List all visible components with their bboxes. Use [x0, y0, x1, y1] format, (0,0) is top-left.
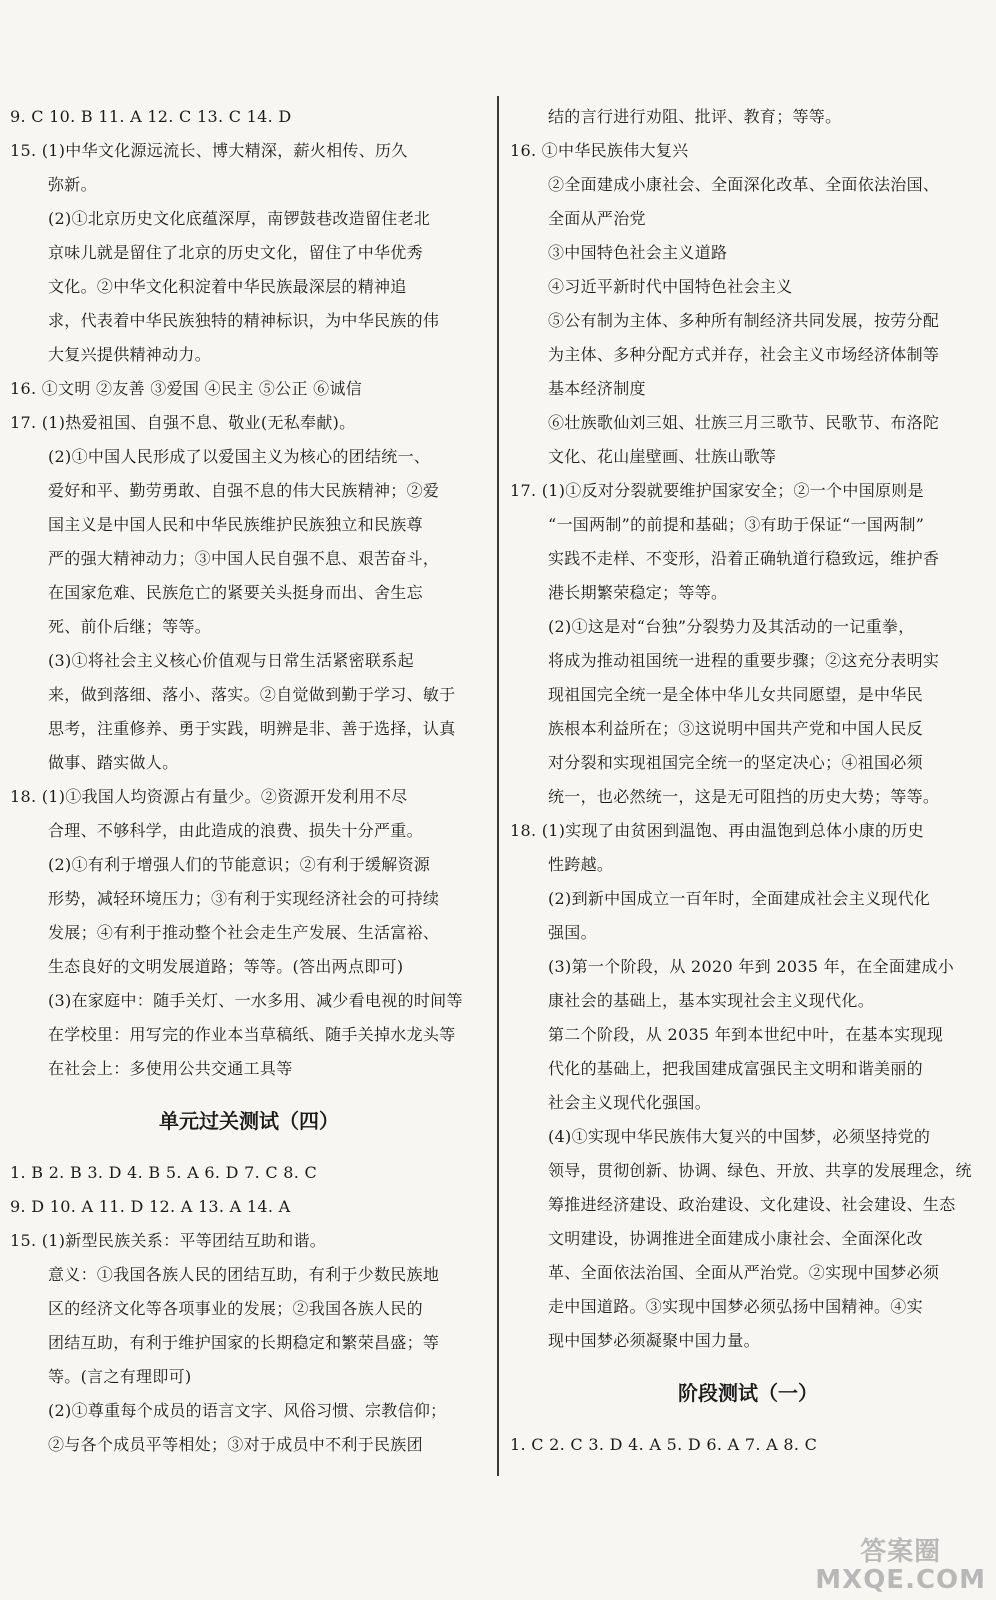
text-line: 9. D 10. A 11. D 12. A 13. A 14. A: [10, 1197, 291, 1216]
text-line: 爱好和平、勤劳勇敢、自强不息的伟大民族精神；②爱: [48, 481, 440, 500]
text-line: (2)到新中国成立一百年时，全面建成社会主义现代化: [548, 889, 931, 908]
text-line: 1. B 2. B 3. D 4. B 5. A 6. D 7. C 8. C: [10, 1163, 318, 1182]
text-line: “一国两制”的前提和基础；③有助于保证“一国两制”: [548, 515, 925, 534]
text-line: ②全面建成小康社会、全面深化改革、全面依法治国、: [548, 175, 940, 194]
text-line: 来，做到落细、落小、落实。②自觉做到勤于学习、敏于: [48, 685, 456, 704]
text-line: 做事、踏实做人。: [48, 753, 179, 772]
text-line: 18. (1)实现了由贫困到温饱、再由温饱到总体小康的历史: [510, 821, 924, 840]
text-line: (2)①北京历史文化底蕴深厚，南锣鼓巷改造留住老北: [48, 209, 431, 228]
text-line: 现中国梦必须凝聚中国力量。: [548, 1331, 760, 1350]
text-line: 16. ①文明 ②友善 ③爱国 ④民主 ⑤公正 ⑥诚信: [10, 379, 363, 398]
watermark-logo: [815, 1538, 986, 1594]
text-line: ④习近平新时代中国特色社会主义: [548, 277, 793, 296]
text-line: 合理、不够科学，由此造成的浪费、损失十分严重。: [48, 821, 423, 840]
section-heading: 单元过关测试（四）: [159, 1109, 339, 1133]
text-line: 文化。②中华文化积淀着中华民族最深层的精神追: [48, 277, 407, 296]
text-line: 为主体、多种分配方式并存，社会主义市场经济体制等: [548, 345, 940, 364]
text-line: 对分裂和实现祖国完全统一的坚定决心；④祖国必须: [548, 753, 923, 772]
text-line: 17. (1)热爱祖国、自强不息、敬业(无私奉献)。: [10, 413, 356, 432]
text-line: 结的言行进行劝阻、批评、教育；等等。: [548, 107, 842, 126]
text-line: 革、全面依法治国、全面从严治党。②实现中国梦必须: [548, 1263, 940, 1282]
text-line: 9. C 10. B 11. A 12. C 13. C 14. D: [10, 107, 292, 126]
text-line: 等。(言之有理即可): [48, 1367, 192, 1386]
text-line: 15. (1)中华文化源远流长、博大精深，薪火相传、历久: [10, 141, 408, 160]
watermark-line1: 答案圈: [860, 1537, 942, 1567]
text-line: 团结互助，有利于维护国家的长期稳定和繁荣昌盛；等: [48, 1333, 440, 1352]
text-line: 死、前仆后继；等等。: [48, 617, 212, 636]
text-line: 1. C 2. C 3. D 4. A 5. D 6. A 7. A 8. C: [510, 1435, 818, 1454]
text-line: 性跨越。: [548, 855, 614, 874]
text-line: 第二个阶段，从 2035 年到本世纪中叶，在基本实现现: [548, 1025, 943, 1044]
text-line: 京味儿就是留住了北京的历史文化，留住了中华优秀: [48, 243, 423, 262]
text-line: 文明建设，协调推进全面建成小康社会、全面深化改: [548, 1229, 923, 1248]
text-line: 基本经济制度: [548, 379, 646, 398]
text-line: 社会主义现代化强国。: [548, 1093, 712, 1112]
text-line: ③中国特色社会主义道路: [548, 243, 728, 262]
text-line: (3)在家庭中：随手关灯、一水多用、减少看电视的时间等: [48, 991, 463, 1010]
text-line: 筹推进经济建设、政治建设、文化建设、社会建设、生态: [548, 1195, 956, 1214]
text-line: 发展；④有利于推动整个社会走生产发展、生活富裕、: [48, 923, 440, 942]
text-line: 族根本利益所在；③这说明中国共产党和中国人民反: [548, 719, 923, 738]
text-line: ②与各个成员平等相处；③对于成员中不利于民族团: [48, 1435, 423, 1454]
text-line: 形势，减轻环境压力；③有利于实现经济社会的可持续: [48, 889, 440, 908]
text-line: 康社会的基础上，基本实现社会主义现代化。: [548, 991, 875, 1010]
text-line: ⑤公有制为主体、多种所有制经济共同发展，按劳分配: [548, 311, 940, 330]
watermark-line2: MXQE.COM: [815, 1565, 986, 1595]
text-line: 强国。: [548, 923, 597, 942]
text-line: 严的强大精神动力；③中国人民自强不息、艰苦奋斗，: [48, 549, 440, 568]
text-line: 弥新。: [48, 175, 97, 194]
text-line: ⑥壮族歌仙刘三姐、壮族三月三歌节、民歌节、布洛陀: [548, 413, 940, 432]
text-line: 走中国道路。③实现中国梦必须弘扬中国精神。④实: [548, 1297, 923, 1316]
section-heading: 阶段测试（一）: [678, 1381, 818, 1405]
column-divider: [497, 96, 499, 1476]
text-line: 18. (1)①我国人均资源占有量少。②资源开发利用不尽: [10, 787, 408, 806]
text-line: 港长期繁荣稳定；等等。: [548, 583, 728, 602]
text-line: 文化、花山崖壁画、壮族山歌等: [548, 447, 777, 466]
text-line: (4)①实现中华民族伟大复兴的中国梦，必须坚持党的: [548, 1127, 931, 1146]
text-line: (3)第一个阶段，从 2020 年到 2035 年，在全面建成小: [548, 957, 955, 976]
text-line: (2)①尊重每个成员的语言文字、风俗习惯、宗教信仰；: [48, 1401, 447, 1420]
text-line: (2)①这是对“台独”分裂势力及其活动的一记重拳，: [548, 617, 915, 636]
text-line: 大复兴提供精神动力。: [48, 345, 212, 364]
text-line: 思考，注重修养、勇于实践，明辨是非、善于选择，认真: [48, 719, 456, 738]
text-line: 生态良好的文明发展道路；等等。(答出两点即可): [48, 957, 404, 976]
text-line: 求，代表着中华民族独特的精神标识，为中华民族的伟: [48, 311, 440, 330]
text-line: 在社会上：多使用公共交通工具等: [48, 1059, 293, 1078]
text-line: 区的经济文化等各项事业的发展；②我国各族人民的: [48, 1299, 423, 1318]
text-line: 意义：①我国各族人民的团结互助，有利于少数民族地: [48, 1265, 440, 1284]
text-line: 实践不走样、不变形，沿着正确轨道行稳致远，维护香: [548, 549, 940, 568]
text-line: 全面从严治党: [548, 209, 646, 228]
text-line: (2)①中国人民形成了以爱国主义为核心的团结统一、: [48, 447, 431, 466]
text-line: 16. ①中华民族伟大复兴: [510, 141, 689, 160]
text-line: 15. (1)新型民族关系：平等团结互助和谐。: [10, 1231, 327, 1250]
text-line: 在国家危难、民族危亡的紧要关头挺身而出、舍生忘: [48, 583, 423, 602]
left-column: [10, 100, 488, 1462]
text-line: 代化的基础上，把我国建成富强民主文明和谐美丽的: [548, 1059, 923, 1078]
right-column: [510, 100, 986, 1462]
text-line: 17. (1)①反对分裂就要维护国家安全；②一个中国原则是: [510, 481, 924, 500]
text-line: 领导，贯彻创新、协调、绿色、开放、共享的发展理念，统: [548, 1161, 972, 1180]
text-line: 将成为推动祖国统一进程的重要步骤；②这充分表明实: [548, 651, 940, 670]
text-line: (2)①有利于增强人们的节能意识；②有利于缓解资源: [48, 855, 431, 874]
text-line: 国主义是中国人民和中华民族维护民族独立和民族尊: [48, 515, 423, 534]
text-line: (3)①将社会主义核心价值观与日常生活紧密联系起: [48, 651, 414, 670]
text-line: 现祖国完全统一是全体中华儿女共同愿望，是中华民: [548, 685, 923, 704]
text-line: 在学校里：用写完的作业本当草稿纸、随手关掉水龙头等: [48, 1025, 456, 1044]
text-line: 统一，也必然统一，这是无可阻挡的历史大势；等等。: [548, 787, 940, 806]
